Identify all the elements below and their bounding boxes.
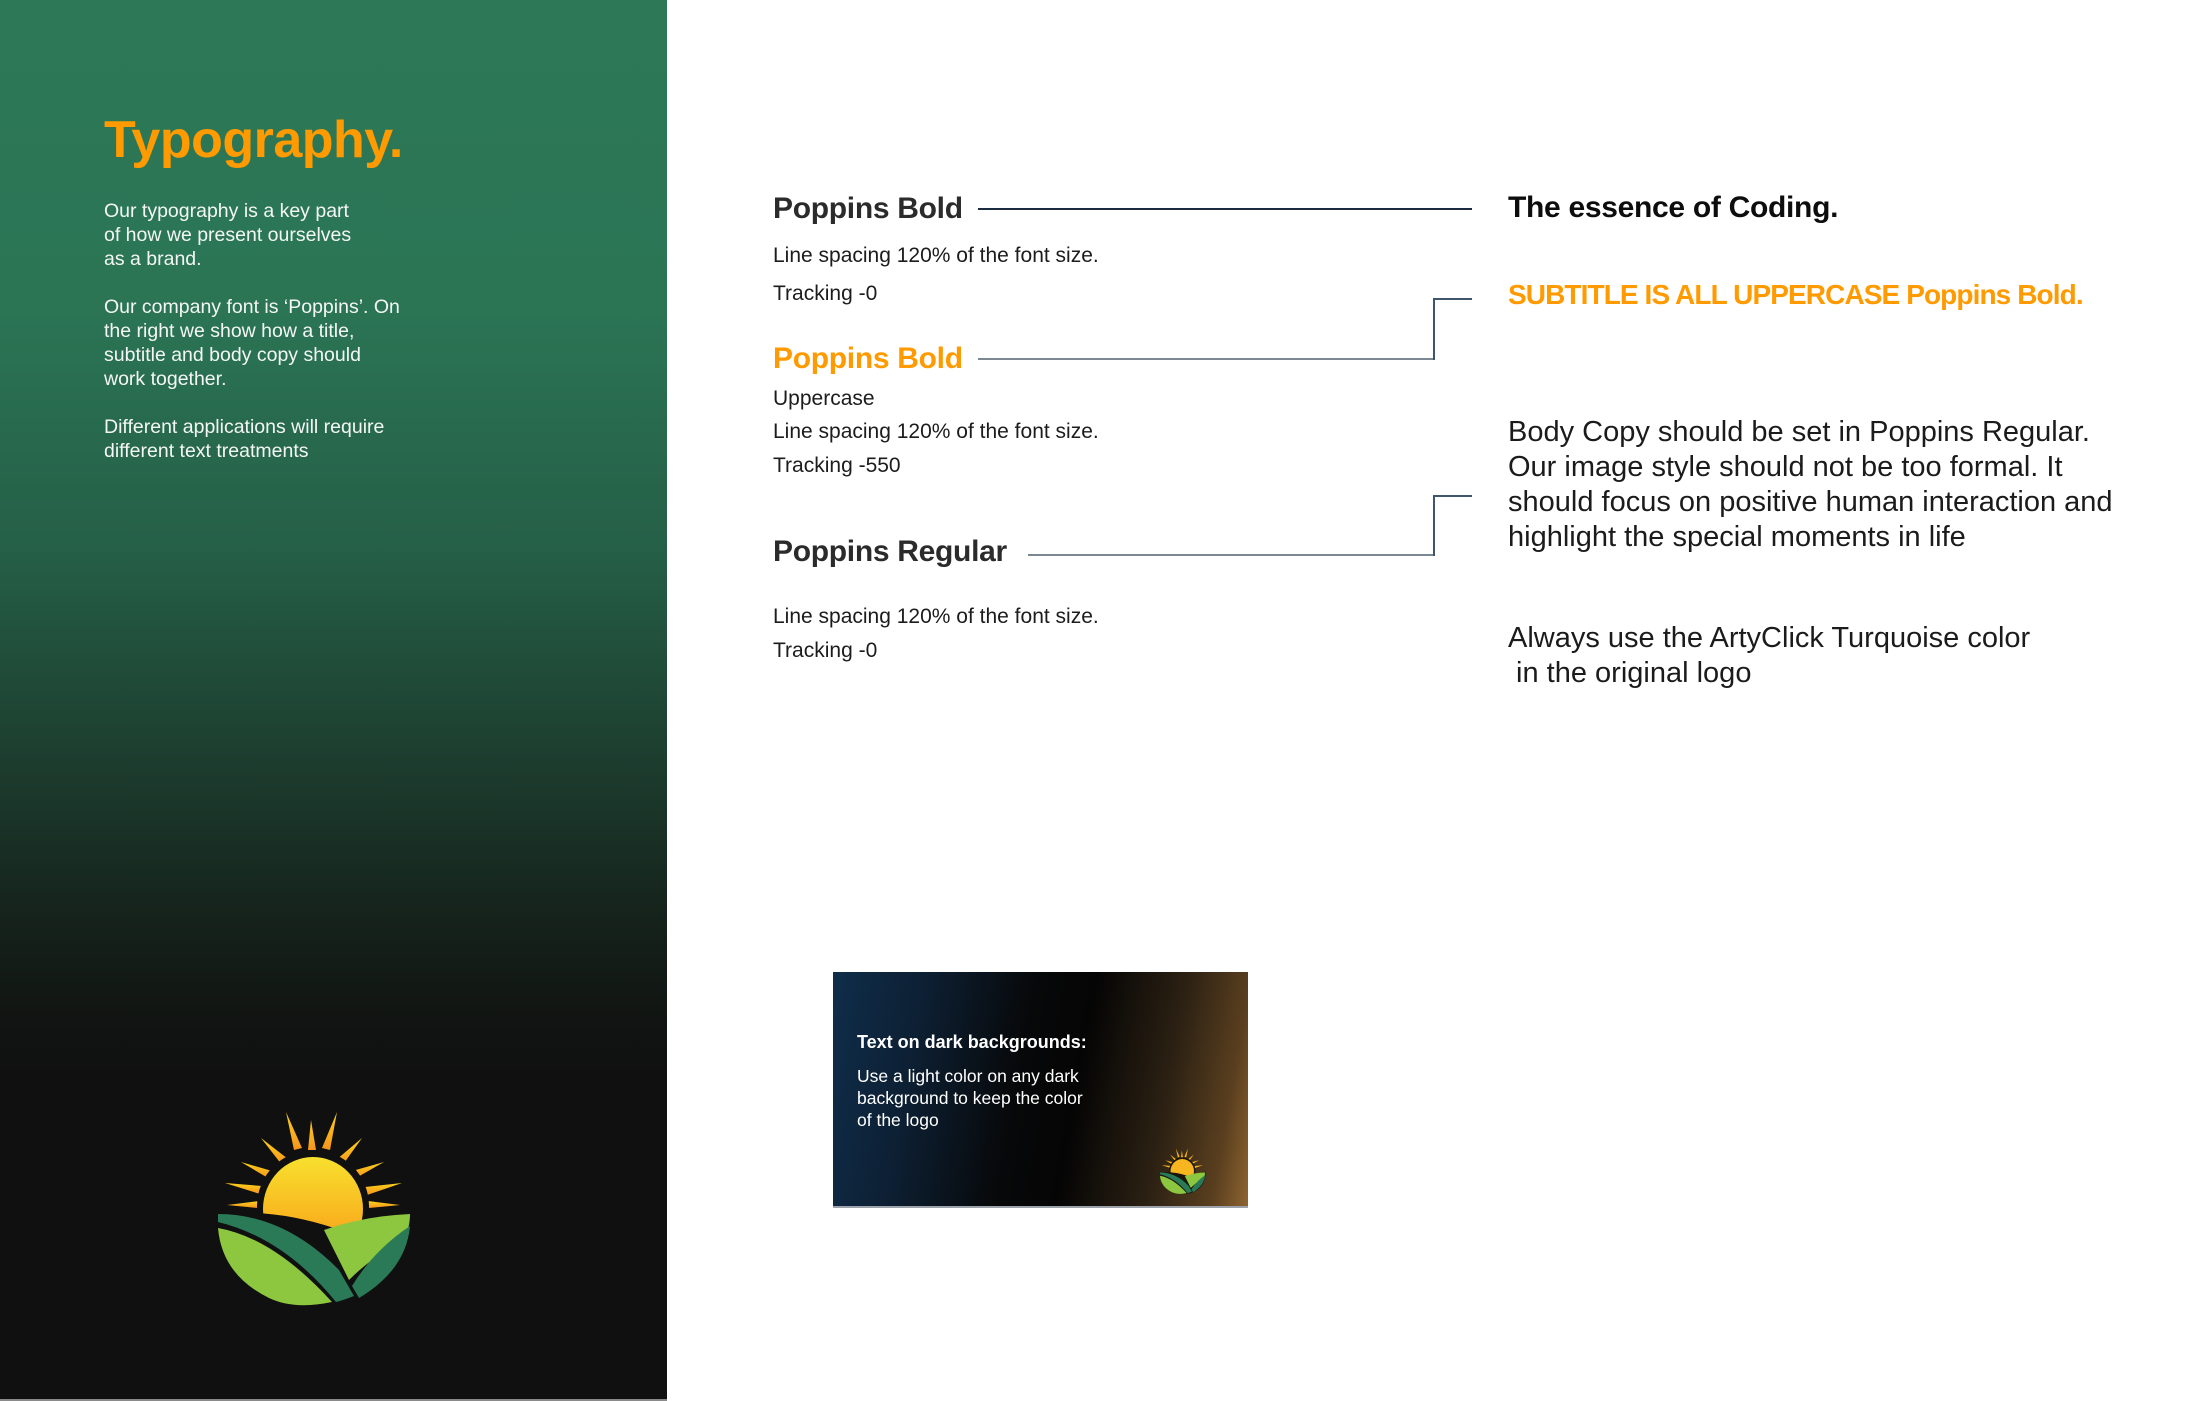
text-line: in the original logo [1508, 657, 1752, 689]
title-connector-line [978, 208, 1472, 210]
applications-paragraph [104, 415, 464, 463]
subtitle-spec-case: Uppercase [773, 387, 875, 410]
text-line: Our company font is ‘Poppins’. On [104, 296, 400, 318]
text-line: Use a light color on any dark [857, 1066, 1079, 1086]
sample-subtitle: SUBTITLE IS ALL UPPERCASE Poppins Bold. [1508, 279, 2083, 310]
subtitle-connector-line [978, 358, 1434, 360]
text-line: Our image style should not be too formal. It [1508, 451, 2063, 483]
sun-over-fields-logo-icon [1159, 1147, 1206, 1195]
body-connector-line [1028, 554, 1434, 556]
page-title: Typography. [104, 111, 403, 169]
card-heading: Text on dark backgrounds: [857, 1032, 1087, 1052]
text-line: of the logo [857, 1110, 939, 1130]
text-line: work together. [104, 368, 227, 390]
text-line: Always use the ArtyClick Turquoise color [1508, 622, 2031, 654]
title-spec-heading: Poppins Bold [773, 192, 963, 225]
text-line: Our typography is a key part [104, 200, 349, 222]
company-font-paragraph [104, 295, 464, 391]
subtitle-spec-tracking: Tracking -550 [773, 454, 901, 477]
text-line: background to keep the color [857, 1088, 1083, 1108]
body-spec-line-spacing: Line spacing 120% of the font size. [773, 605, 1099, 628]
text-line: of how we present ourselves [104, 224, 352, 246]
body-spec-tracking: Tracking -0 [773, 639, 878, 662]
logo-color-note [1508, 621, 2030, 691]
card-body [857, 1065, 1083, 1131]
intro-paragraph [104, 199, 464, 271]
text-line: Body Copy should be set in Poppins Regular. [1508, 416, 2090, 448]
sample-title: The essence of Coding. [1508, 191, 1839, 224]
text-line: should focus on positive human interaction and [1508, 486, 2113, 518]
subtitle-spec-line-spacing: Line spacing 120% of the font size. [773, 420, 1099, 443]
sample-body-copy [1508, 415, 2113, 555]
text-line: Different applications will require [104, 416, 385, 438]
text-line: highlight the special moments in life [1508, 521, 1966, 553]
title-spec-line-spacing: Line spacing 120% of the font size. [773, 244, 1099, 267]
subtitle-connector-riser [1433, 298, 1435, 360]
body-connector-tip [1433, 495, 1472, 497]
body-spec-heading: Poppins Regular [773, 535, 1007, 568]
text-line: different text treatments [104, 440, 309, 462]
text-line: subtitle and body copy should [104, 344, 361, 366]
text-line: as a brand. [104, 248, 202, 270]
text-line: the right we show how a title, [104, 320, 355, 342]
body-connector-riser [1433, 495, 1435, 556]
title-spec-tracking: Tracking -0 [773, 282, 878, 305]
subtitle-connector-tip [1433, 298, 1472, 300]
sun-over-fields-logo-icon [214, 1110, 414, 1306]
sidebar-panel [0, 0, 667, 1401]
subtitle-spec-heading: Poppins Bold [773, 342, 963, 375]
